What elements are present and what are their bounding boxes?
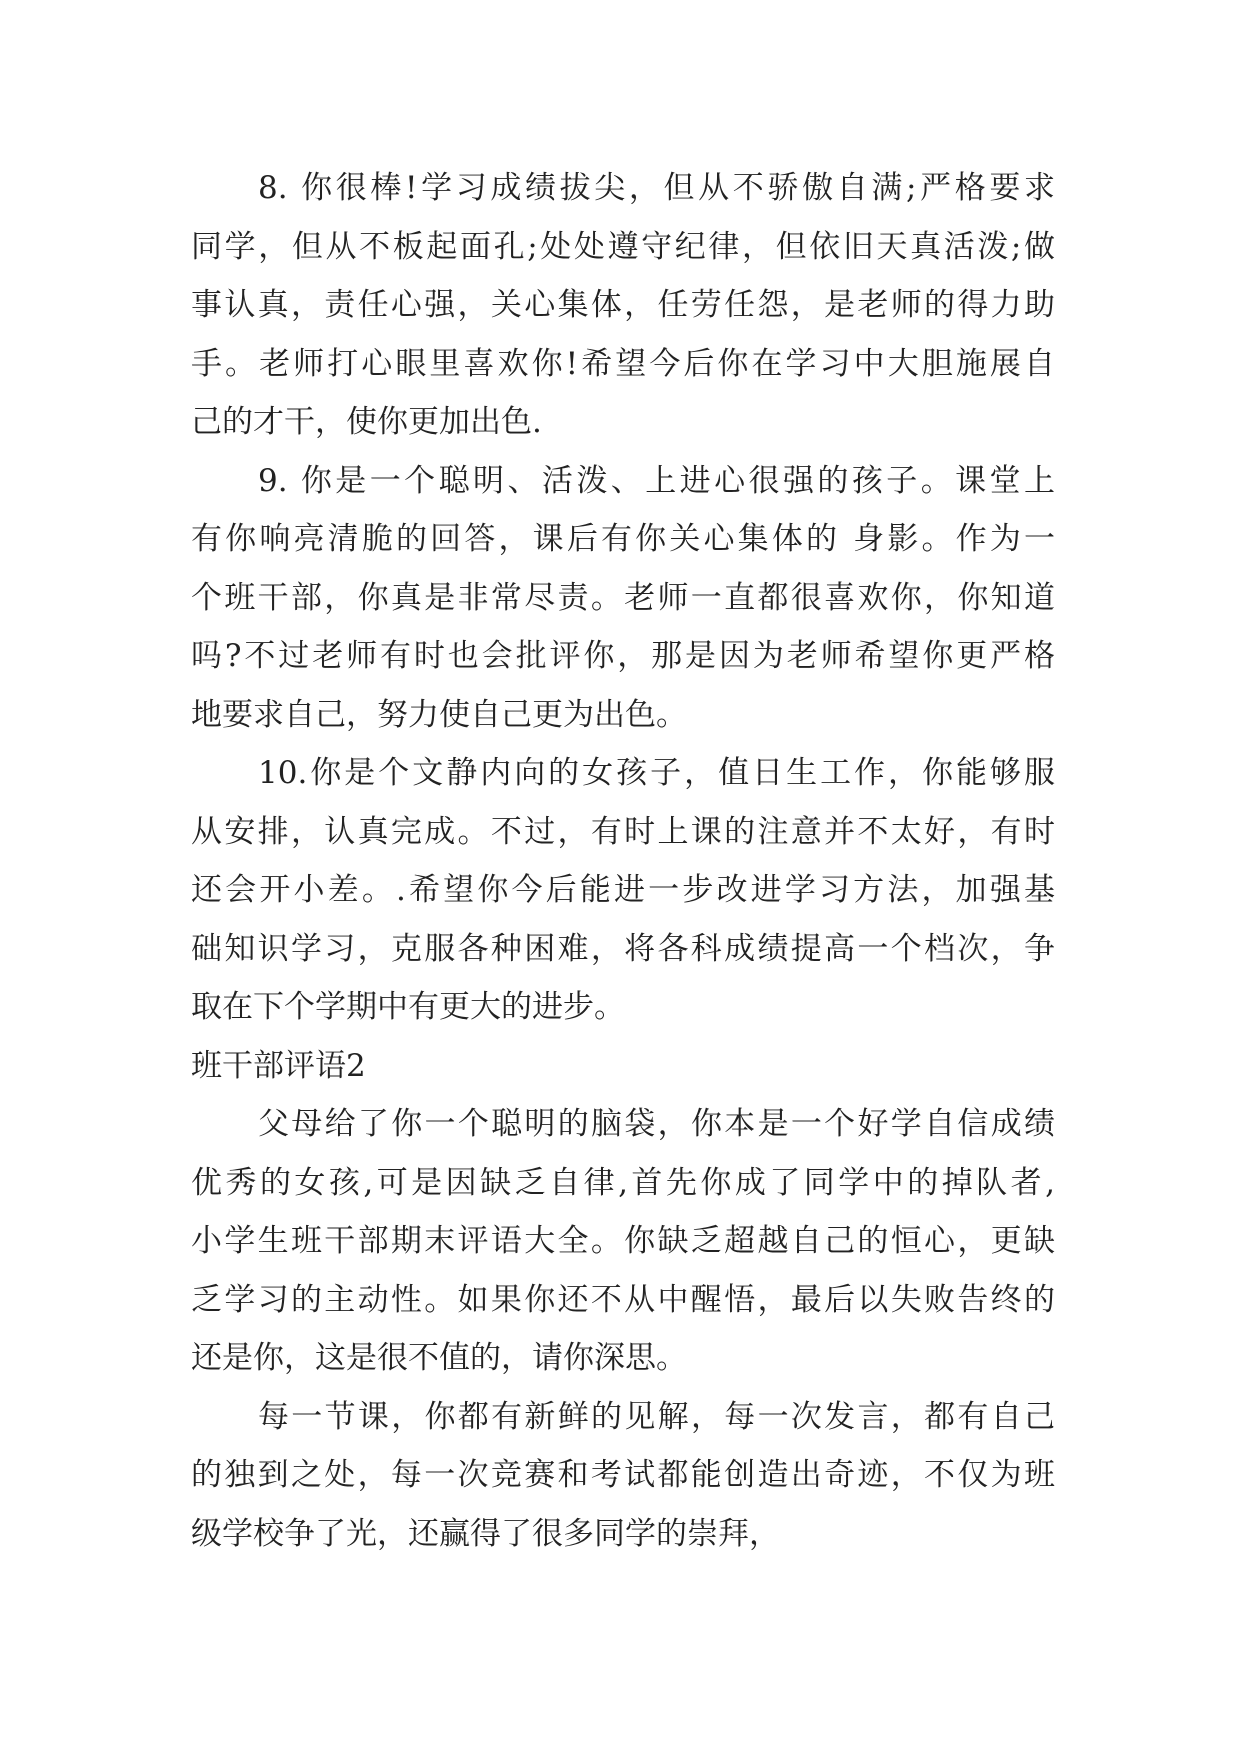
- paragraph: [191, 159, 1055, 452]
- text-line: 有你响亮清脆的回答，课后有你关心集体的 身影。作为一: [191, 521, 1055, 557]
- text-line: 吗?不过老师有时也会批评你，那是因为老师希望你更严格: [191, 638, 1055, 674]
- heading-text: 班干部评语2: [191, 1047, 366, 1084]
- text-line: 己的才干，使你更加出色.: [191, 404, 542, 440]
- text-line: 8. 你很棒!学习成绩拔尖，但从不骄傲自满;严格要求: [258, 170, 1055, 206]
- text-line: 每一节课，你都有新鲜的见解，每一次发言，都有自己: [258, 1398, 1055, 1435]
- document-body: [191, 159, 1055, 1563]
- text-line: 的独到之处，每一次竞赛和考试都能创造出奇迹，不仅为班: [191, 1457, 1055, 1493]
- paragraph: [191, 452, 1055, 745]
- text-line: 事认真，责任心强，关心集体，任劳任怨，是老师的得力助: [191, 287, 1055, 323]
- text-line: 9. 你是一个聪明、活泼、上进心很强的孩子。课堂上: [258, 462, 1055, 499]
- text-line: 还会开小差。.希望你今后能进一步改进学习方法，加强基: [191, 872, 1055, 908]
- text-line: 取在下个学期中有更大的进步。: [191, 989, 625, 1025]
- text-line: 同学，但从不板起面孔;处处遵守纪律，但依旧天真活泼;做: [191, 228, 1055, 265]
- text-line: 个班干部，你真是非常尽责。老师一直都很喜欢你，你知道: [191, 579, 1055, 616]
- text-line: 还是你，这是很不值的，请你深思。: [191, 1340, 687, 1376]
- text-line: 父母给了你一个聪明的脑袋，你本是一个好学自信成绩: [258, 1106, 1055, 1142]
- text-line: 小学生班干部期末评语大全。你缺乏超越自己的恒心，更缺: [191, 1223, 1055, 1259]
- paragraph: [191, 1095, 1055, 1388]
- section-heading: [191, 1037, 1055, 1096]
- text-line: 乏学习的主动性。如果你还不从中醒悟，最后以失败告终的: [191, 1281, 1055, 1318]
- text-line: 级学校争了光，还赢得了很多同学的崇拜，: [191, 1515, 780, 1552]
- text-line: 10.你是个文静内向的女孩子，值日生工作，你能够服: [258, 755, 1055, 791]
- text-line: 础知识学习，克服各种困难，将各科成绩提高一个档次，争: [191, 930, 1055, 967]
- paragraph: [191, 744, 1055, 1037]
- text-line: 从安排，认真完成。不过，有时上课的注意并不太好，有时: [191, 813, 1055, 850]
- text-line: 优秀的女孩,可是因缺乏自律,首先你成了同学中的掉队者,: [191, 1164, 1055, 1201]
- text-line: 手。老师打心眼里喜欢你!希望今后你在学习中大胆施展自: [191, 345, 1055, 382]
- text-line: 地要求自己，努力使自己更为出色。: [191, 696, 687, 733]
- paragraph: [191, 1388, 1055, 1564]
